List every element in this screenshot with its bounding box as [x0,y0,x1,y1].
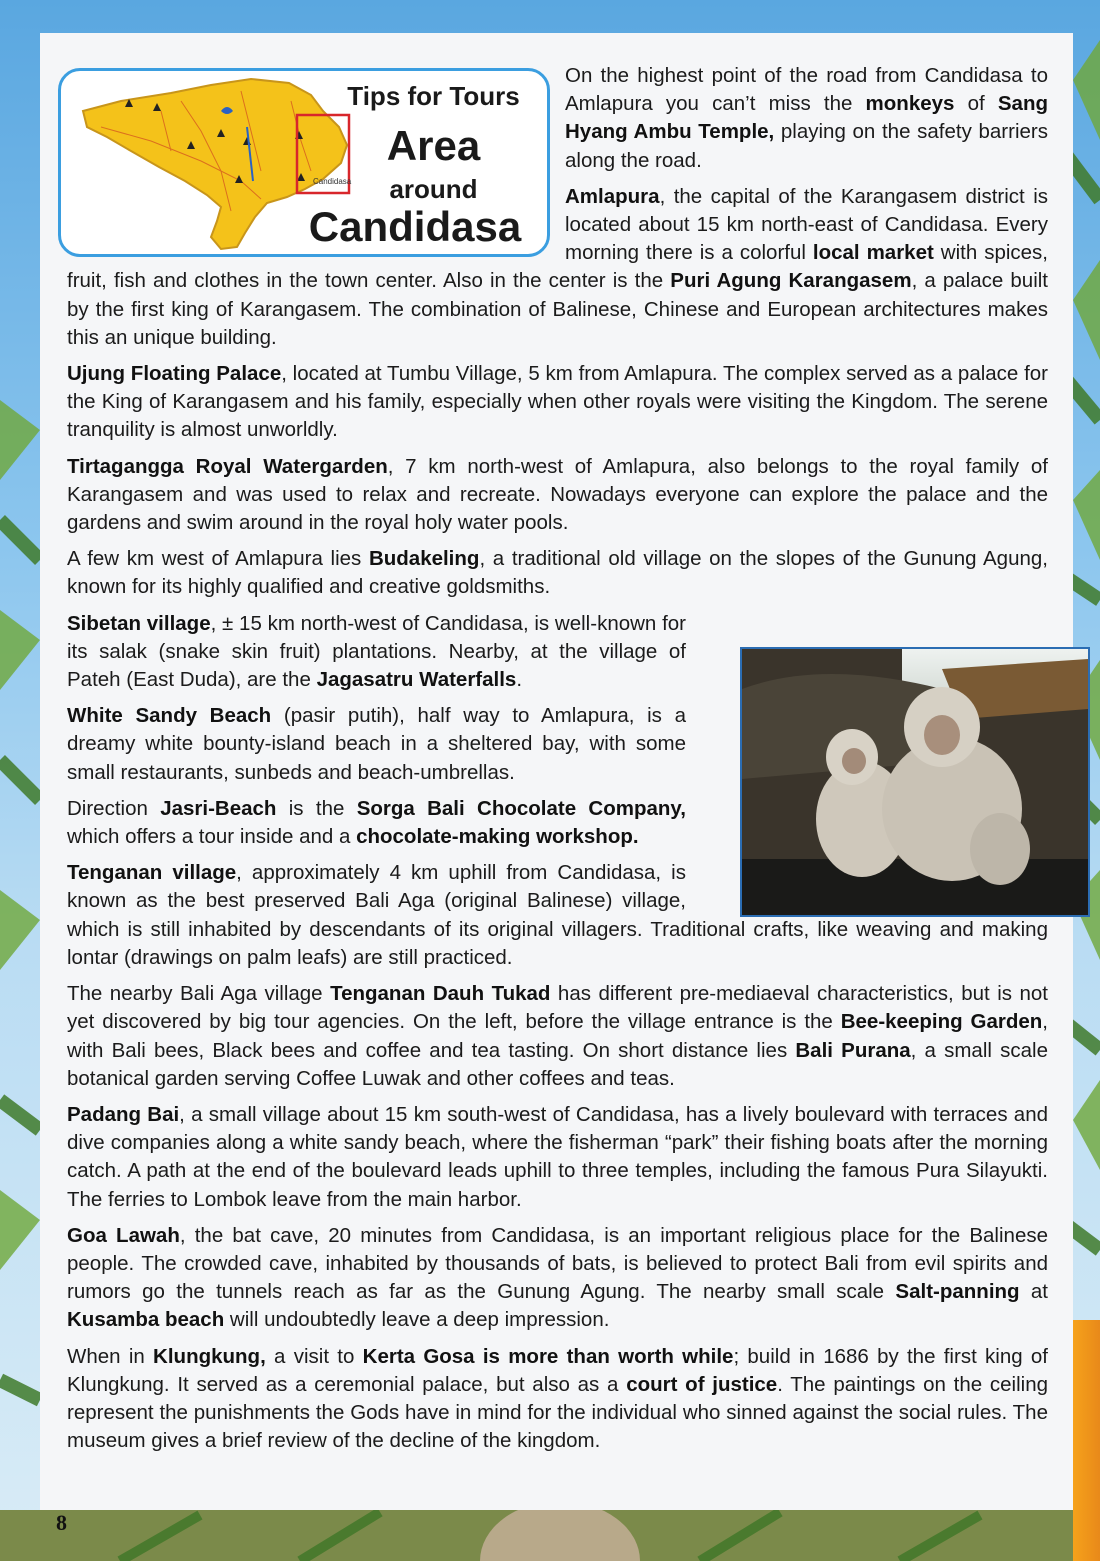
page-number: 8 [56,1510,67,1535]
paragraph: Goa Lawah, the bat cave, 20 minutes from Candidasa, is an important religious place for the Balinese people. The crowded cave, inhabited by thousands of bats, is believed to protect Bali from evil spirits and rumors go the tunnels reach as far as the Gunung Agung. The nearby small scale Salt-panning at Kusamba beach will undoubtedly leave a deep impression. [67,1223,1048,1332]
paragraph: Ujung Floating Palace, located at Tumbu Village, 5 km from Amlapura. The complex served as a palace for the King of Karangasem and his family, especially when other royals were visiting the Kingdom. The serene tranquility is almost unworldly. [67,362,1048,442]
bold-term: Padang Bai [67,1102,180,1126]
bold-term: Tenganan Dauh Tukad [330,982,551,1006]
tips-for-tours-heading: Tips for Tours [347,81,520,111]
bold-term: Ujung Floating Palace [67,362,282,386]
paragraph: White Sandy Beach (pasir putih), half way to Amlapura, is a dreamy white bounty-island beach in a sheltered bay, with some small restaurants, sunbeds and beach-umbrellas. [67,704,686,784]
bold-term: Bali Purana [795,1038,911,1062]
paragraph: When in Klungkung, a visit to Kerta Gosa is more than worth while; build in 1686 by the first king of Klungkung. It served as a ceremonial palace, but also as a court of justice. The paintings on the ceiling represent the punishments the Gods have in mind for the individual who sinned against the social rules. The museum gives a brief review of the decline of the kingdom. [67,1344,1049,1453]
map-candidasa-label: Candidasa [313,177,352,186]
candidasa-heading: Candidasa [308,203,522,250]
paragraph: Sibetan village, ± 15 km north-west of Candidasa, is well-known for its salak (snake skin fruit) plantations. Nearby, at the village of Pateh (East Duda), are the Jagasatru Waterfalls. [67,611,686,692]
bold-term: Kusamba beach [67,1308,225,1332]
paragraph: Tirtagangga Royal Watergarden, 7 km north-west of Amlapura, also belongs to the royal family of Karangasem and was used to relax and recreate. Nowadays everyone can explore the palace and the gardens and swim around in the royal holy water pools. [67,454,1049,535]
monkeys-photo [740,647,1090,917]
orange-edge-tab [1073,1320,1100,1561]
paragraph: Tenganan village, approximately 4 km uphill from Candidasa, is known as the best preserved Bali Aga (original Balinese) village, which is still inhabited by descendants of its original villagers. Traditional crafts, like weaving and making lontar (drawings on palm leafs) are still practiced. [67,861,1048,969]
bold-term: Tenganan village [67,861,237,885]
paragraph: Padang Bai, a small village about 15 km south-west of Candidasa, has a lively boulevard with terraces and dive companies along a white sandy beach, where the fisherman “park” their fishing boats after the morning catch. A path at the end of the boulevard leads uphill to three temples, including the famous Pura Silayukti. The ferries to Lombok leave from the main harbor. [67,1102,1048,1211]
bold-term: Jasri-Beach [160,796,277,820]
bold-term: local market [812,241,934,265]
paragraph: The nearby Bali Aga village Tenganan Dauh Tukad has different pre-mediaeval characteristics, but is not yet discovered by big tour agencies. On the left, before the village entrance is the Bee-keeping Garden, with Bali bees, Black bees and coffee and tea tasting. On short distance lies Bali Purana, a small scale botanical garden serving Coffee Luwak and other coffees and teas. [67,982,1048,1090]
bold-term: Goa Lawah [67,1223,180,1247]
bold-term: chocolate-making workshop. [356,825,639,849]
around-heading: around [389,174,478,204]
paragraph: A few km west of Amlapura lies Budakeling, a traditional old village on the slopes of the Gunung Agung, known for its highly qualified and creative goldsmiths. [67,547,1048,599]
bold-term: Puri Agung Karangasem [670,269,912,293]
bold-term: Sibetan village [67,611,211,635]
bold-term: Sang Hyang Ambu Temple, [565,92,1048,144]
bold-term: court of justice [626,1372,778,1396]
bold-term: Bee-keeping Garden [840,1010,1043,1034]
paragraph: Direction Jasri-Beach is the Sorga Bali Chocolate Company, which offers a tour inside and a chocolate-making workshop. [67,796,686,849]
bold-term: Amlapura [565,184,660,208]
area-map-header [58,68,550,257]
paragraph: Amlapura, the capital of the Karangasem district is located about 15 km north-east of Candidasa. Every morning there is a colorful local market with spices, fruit, fish and clothes in the town center. Also in the center is the Puri Agung Karangasem, a palace built by the first king of Karangasem. The combination of Balinese, Chinese and European architectures makes this an unique building. [67,184,1049,349]
bold-term: Salt-panning [895,1280,1020,1304]
bold-term: Sorga Bali Chocolate Company, [356,796,686,820]
bold-term: Budakeling [368,547,480,571]
bold-term: White Sandy Beach [67,704,272,728]
bold-term: Tirtagangga Royal Watergarden [67,454,388,478]
paragraph: On the highest point of the road from Candidasa to Amlapura you can’t miss the monkeys of Sang Hyang Ambu Temple, playing on the safety barriers along the road. [565,64,1048,172]
bold-term: Kerta Gosa is more than worth while [362,1344,734,1368]
bold-term: monkeys [865,92,955,116]
bold-term: Klungkung, [153,1344,266,1368]
bold-term: Jagasatru Waterfalls [316,668,517,692]
area-heading: Area [386,122,481,169]
